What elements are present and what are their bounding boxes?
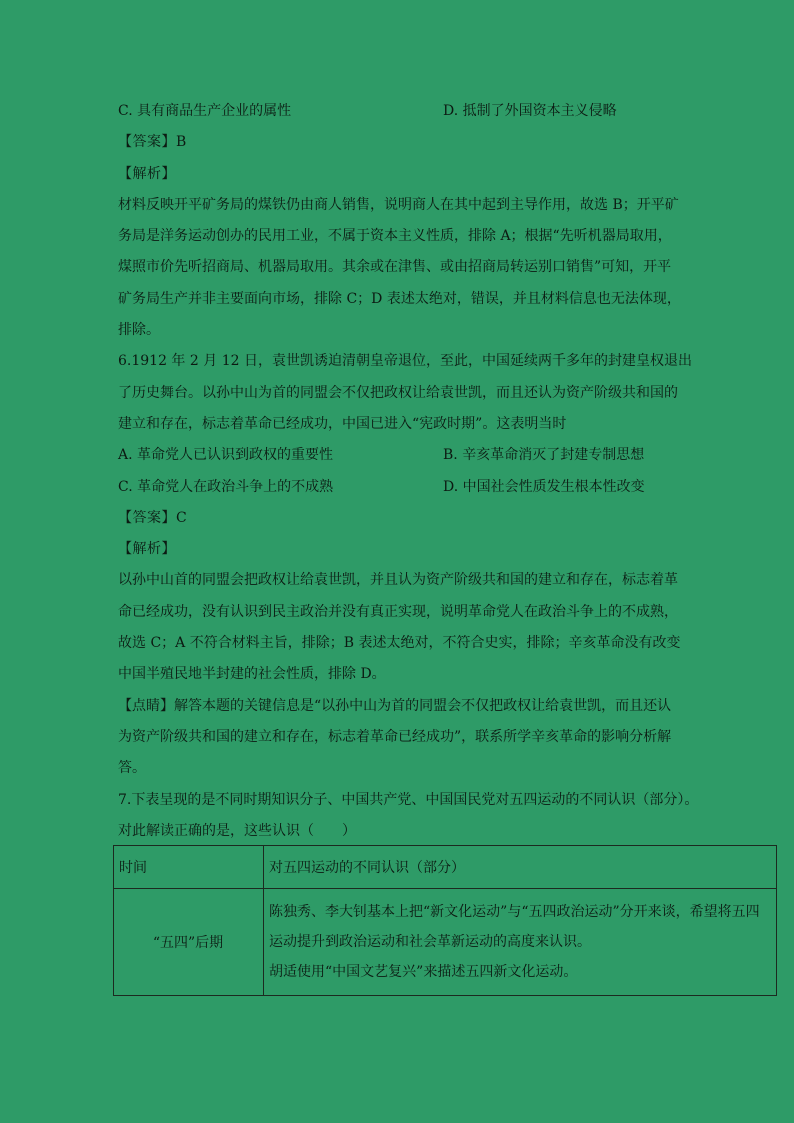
table-cell-time: “五四”后期 (114, 889, 264, 996)
q6-tip-line: 为资产阶级共和国的建立和存在，标志着革命已经成功”，联系所学辛亥革命的影响分析解 (118, 728, 672, 745)
q5-options-row (118, 96, 778, 127)
table-header-row (114, 846, 777, 889)
q6-analysis-line: 故选 C；A 不符合材料主旨，排除；B 表述太绝对，不符合史实，排除；辛亥革命没有改变 (118, 635, 681, 652)
q6-options-row-1 (118, 440, 778, 471)
q5-analysis-line: 矿务局生产并非主要面向市场，排除 C；D 表述太绝对，错误，并且材料信息也无法体现， (118, 290, 681, 307)
q6-stem-line: 了历史舞台。以孙中山为首的同盟会不仅把政权让给袁世凯，而且还认为资产阶级共和国的 (118, 384, 678, 401)
q6-answer: 【答案】C (118, 509, 188, 526)
q6-option-c: C. 革命党人在政治斗争上的不成熟 (118, 478, 334, 495)
q6-analysis-line: 中国半殖民地半封建的社会性质，排除 D。 (118, 666, 386, 683)
document-page (118, 96, 778, 847)
q6-option-d: D. 中国社会性质发生根本性改变 (443, 478, 645, 495)
table-cell-view-line: 胡适使用“中国文艺复兴”来描述五四新文化运动。 (269, 964, 578, 980)
q5-analysis-line: 务局是洋务运动创办的民用工业，不属于资本主义性质，排除 A；根据“先听机器局取用， (118, 228, 672, 245)
q6-tip-line: 答。 (118, 760, 146, 777)
table-cell-view-line: 陈独秀、李大钊基本上把“新文化运动”与“五四政治运动”分开来谈，希望将五四 (269, 904, 760, 920)
q5-analysis-line: 排除。 (118, 322, 160, 339)
table-header-time: 时间 (114, 846, 264, 889)
q6-analysis-line: 命已经成功，没有认识到民主政治并没有真正实现，说明革命党人在政治斗争上的不成熟， (118, 603, 678, 620)
q5-option-c: C. 具有商品生产企业的属性 (118, 103, 292, 119)
q6-stem-line: 6.1912 年 2 月 12 日，袁世凯诱迫清朝皇帝退位，至此，中国延续两千多年的封建皇权退出 (118, 353, 692, 370)
q5-analysis-heading: 【解析】 (118, 165, 176, 182)
q5-analysis-line: 煤照市价先听招商局、机器局取用。其余或在津售、或由招商局转运别口销售”可知，开平 (118, 259, 672, 276)
q5-analysis-line: 材料反映开平矿务局的煤铁仍由商人销售，说明商人在其中起到主导作用，故选 B；开平矿 (118, 196, 679, 213)
q6-stem-line: 建立和存在，标志着革命已经成功，中国已进入“宪政时期”。这表明当时 (118, 415, 567, 432)
table-cell-view-line: 运动提升到政治运动和社会革新运动的高度来认识。 (269, 934, 591, 950)
q6-option-b: B. 辛亥革命消灭了封建专制思想 (443, 447, 645, 464)
table-header-views: 对五四运动的不同认识（部分） (264, 846, 777, 889)
q5-answer: 【答案】B (118, 134, 187, 151)
q6-tip-line: 【点睛】解答本题的关键信息是“以孙中山为首的同盟会不仅把政权让给袁世凯，而且还认 (118, 697, 672, 714)
q6-analysis-heading: 【解析】 (118, 541, 176, 558)
table-row (114, 889, 777, 996)
q7-views-table (113, 845, 777, 996)
table-cell-views (264, 889, 777, 996)
q6-option-a: A. 革命党人已认识到政权的重要性 (118, 447, 334, 464)
q6-options-row-2 (118, 472, 778, 503)
q7-stem-line: 7.下表呈现的是不同时期知识分子、中国共产党、中国国民党对五四运动的不同认识（部分）。 (118, 791, 699, 808)
q6-analysis-line: 以孙中山首的同盟会把政权让给袁世凯，并且认为资产阶级共和国的建立和存在，标志着革 (118, 572, 678, 589)
q5-option-d: D. 抵制了外国资本主义侵略 (443, 103, 617, 119)
q7-stem-line: 对此解读正确的是，这些认识（ ） (118, 822, 356, 839)
